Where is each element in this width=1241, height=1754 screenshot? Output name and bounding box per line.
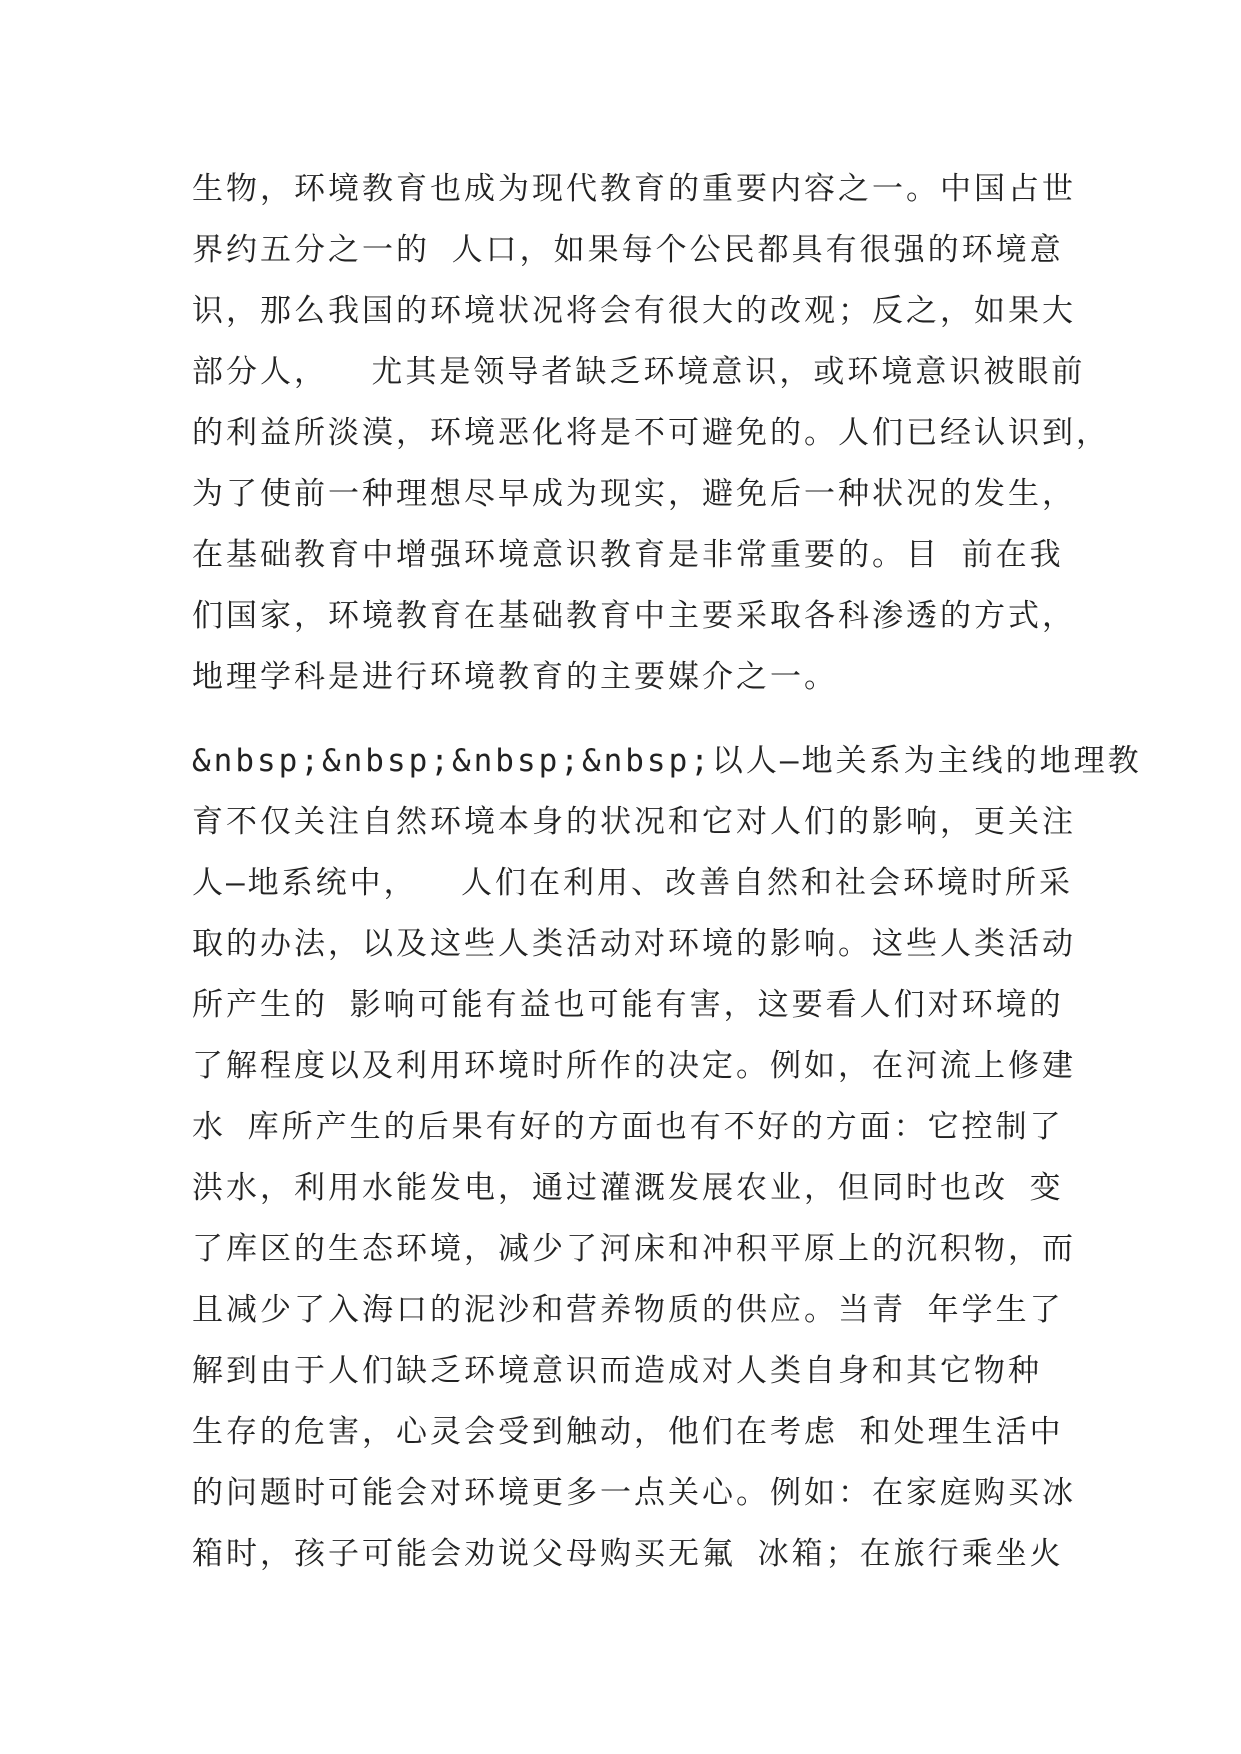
text-line: 育不仅关注自然环境本身的状况和它对人们的影响，更关注 [192,804,1076,840]
text-line: 箱时，孩子可能会劝说父母购买无氟 冰箱；在旅行乘坐火 [192,1536,1064,1572]
text-line: 识，那么我国的环境状况将会有很大的改观；反之，如果大 [192,293,1076,329]
text-line: 地理学科是进行环境教育的主要媒介之一。 [192,659,838,695]
text-line: 生存的危害，心灵会受到触动，他们在考虑 和处理生活中 [192,1414,1064,1450]
text-line: 界约五分之一的 人口，如果每个公民都具有很强的环境意 [192,232,1064,268]
text-line: 为了使前一种理想尽早成为现实，避免后一种状况的发生， [192,476,1076,512]
text-line: 且减少了入海口的泥沙和营养物质的供应。当青 年学生了 [192,1292,1064,1328]
text-line: 解到由于人们缺乏环境意识而造成对人类自身和其它物种 [192,1353,1042,1389]
text-line: 洪水，利用水能发电，通过灌溉发展农业，但同时也改 变 [192,1170,1064,1206]
text-line: 们国家，环境教育在基础教育中主要采取各科渗透的方式， [192,598,1076,634]
text-line: 所产生的 影响可能有益也可能有害，这要看人们对环境的 [192,987,1064,1023]
text-line: 在基础教育中增强环境意识教育是非常重要的。目 前在我 [192,537,1064,573]
text-line: 的利益所淡漠，环境恶化将是不可避免的。人们已经认识到， [192,415,1110,451]
text-line: 水 库所产生的后果有好的方面也有不好的方面：它控制了 [192,1109,1064,1145]
text-line: 了库区的生态环境，减少了河床和冲积平原上的沉积物，而 [192,1231,1076,1267]
paragraph-2 [192,731,1142,1585]
paragraph-1 [192,159,1110,708]
text-line: 了解程度以及利用环境时所作的决定。例如，在河流上修建 [192,1048,1076,1084]
text-line: 生物，环境教育也成为现代教育的重要内容之一。中国占世 [192,171,1076,207]
text-line: &nbsp;&nbsp;&nbsp;&nbsp;以人—地关系为主线的地理教 [192,743,1142,779]
text-line: 人—地系统中， 人们在利用、改善自然和社会环境时所采 [192,865,1073,901]
text-line: 部分人， 尤其是领导者缺乏环境意识，或环境意识被眼前 [192,354,1086,390]
text-line: 的问题时可能会对环境更多一点关心。例如：在家庭购买冰 [192,1475,1076,1511]
text-line: 取的办法，以及这些人类活动对环境的影响。这些人类活动 [192,926,1076,962]
